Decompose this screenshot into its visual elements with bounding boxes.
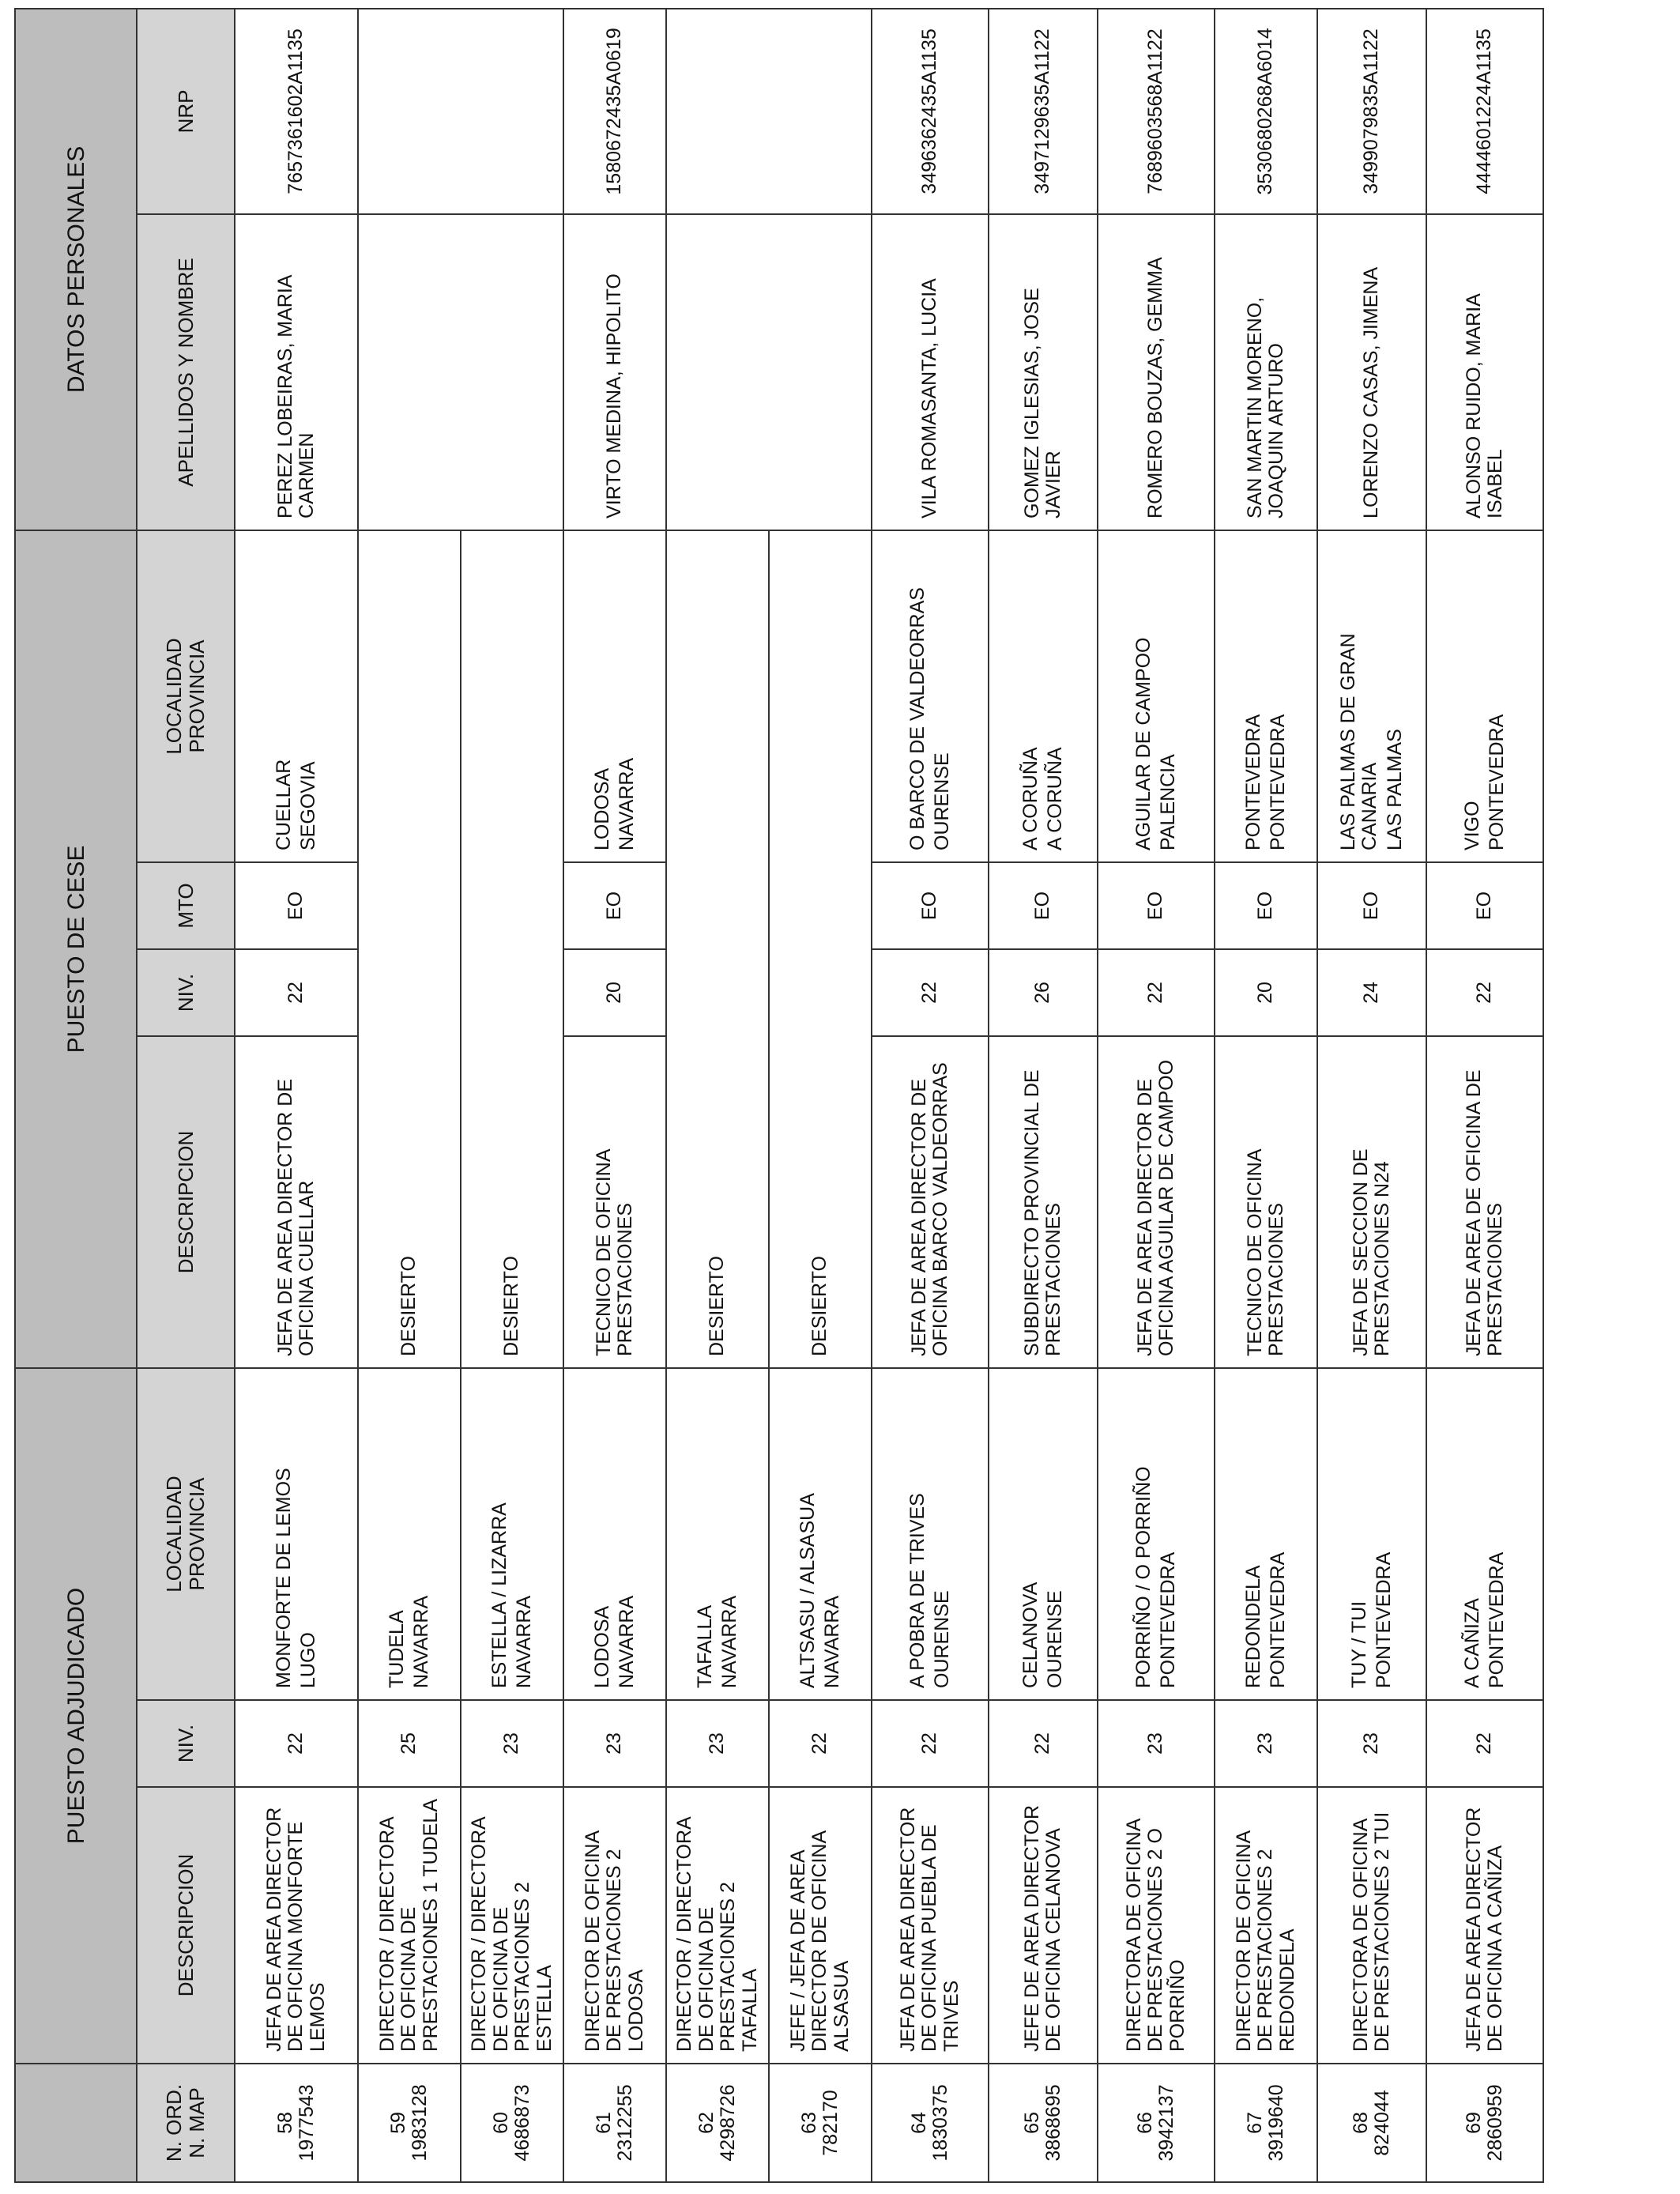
adj-provincia: NAVARRA — [513, 1595, 535, 1688]
adj-localidad: A POBRA DE TRIVES — [906, 1493, 929, 1688]
cese-loc-cell — [989, 530, 1098, 862]
cese-localidad: PONTEVEDRA — [1241, 714, 1264, 850]
cese-localidad: A CORUÑA — [1019, 747, 1042, 850]
cese-provincia: PALENCIA — [1157, 754, 1179, 850]
adj-nivel: 23 — [500, 1732, 523, 1755]
adj-provincia: OURENSE — [931, 1590, 953, 1688]
empty-nrp-cell — [769, 9, 872, 214]
nrp-value: 3497129635A1122 — [1031, 28, 1054, 194]
empty-nombre-cell — [461, 214, 563, 530]
adj-loc-cell — [235, 1368, 358, 1700]
n-ord: 58 — [273, 2112, 296, 2134]
adj-nivel: 23 — [1144, 1732, 1167, 1755]
col-cese-mto: MTO — [137, 862, 235, 949]
cese-provincia: OURENSE — [931, 752, 953, 850]
adj-desc-cell — [1215, 1787, 1317, 2064]
adj-loc-cell — [872, 1368, 989, 1700]
adj-descripcion: JEFA DE AREA DIRECTOR DE OFICINA PUEBLA DE TRIVES — [896, 1807, 962, 2052]
apellidos-nombre: ALONSO RUIDO, MARIA ISABEL — [1462, 294, 1506, 518]
n-ord: 66 — [1133, 2112, 1156, 2134]
adj-loc-cell — [461, 1368, 563, 1700]
col-adj-localidad — [137, 1368, 235, 1700]
cese-niv-cell — [235, 949, 358, 1036]
empty-nrp-cell — [358, 9, 461, 214]
cese-nivel: 20 — [1254, 982, 1277, 1004]
cese-descripcion: DESIERTO — [706, 1256, 729, 1356]
cese-nivel: 20 — [603, 982, 626, 1004]
adj-nivel: 22 — [918, 1732, 941, 1755]
adj-localidad: ALTSASU / ALSASUA — [796, 1493, 819, 1688]
col-cese-localidad — [137, 530, 235, 862]
nrp-value: 7689603568A1122 — [1144, 28, 1167, 194]
n-ord: 65 — [1020, 2112, 1043, 2134]
cese-loc-cell — [235, 530, 358, 862]
cese-mto: EO — [918, 891, 941, 921]
cese-mto-cell — [1317, 862, 1426, 949]
adj-niv-cell — [872, 1700, 989, 1787]
cese-provincia: PONTEVEDRA — [1267, 714, 1289, 850]
n-ord: 60 — [489, 2112, 512, 2134]
adj-provincia: NAVARRA — [821, 1595, 843, 1688]
n-map: 3942137 — [1155, 2084, 1177, 2162]
adj-descripcion: JEFA DE AREA DIRECTOR DE OFICINA MONFORTE LEMOS — [262, 1807, 329, 2052]
n-map: 1977543 — [296, 2084, 318, 2162]
n-map: 4686873 — [511, 2084, 533, 2162]
cese-niv-cell — [989, 949, 1098, 1036]
cese-desc-cell — [1426, 1036, 1543, 1368]
cese-provincia: A CORUÑA — [1044, 747, 1066, 850]
table-row — [1098, 9, 1215, 2182]
cese-nivel: 26 — [1031, 982, 1054, 1004]
cese-localidad: AGUILAR DE CAMPOO — [1132, 637, 1155, 850]
adj-localidad: CELANOVA — [1019, 1581, 1042, 1688]
empty-nrp-cell — [666, 9, 769, 214]
adj-descripcion: JEFE DE AREA DIRECTOR DE OFICINA CELANOVA — [1020, 1804, 1064, 2052]
adj-niv-cell — [666, 1700, 769, 1787]
adj-descripcion: JEFE / JEFA DE AREA DIRECTOR DE OFICINA ALSASUA — [786, 1831, 853, 2052]
cese-niv-cell — [872, 949, 989, 1036]
table-row — [1215, 9, 1317, 2182]
adj-desc-cell — [1426, 1787, 1543, 2064]
col-nmap: N. MAP — [185, 2087, 209, 2158]
cese-loc-cell — [1426, 530, 1543, 862]
cese-mto: EO — [1144, 891, 1167, 921]
cese-mto-cell — [1426, 862, 1543, 949]
cese-desc-cell — [872, 1036, 989, 1368]
adj-provincia: OURENSE — [1044, 1590, 1066, 1688]
adj-descripcion: DIRECTOR / DIRECTORA DE OFICINA DE PRESTACIONES 2 ESTELLA — [468, 1817, 556, 2052]
col-cese-provincia-label: PROVINCIA — [185, 639, 209, 753]
n-ord: 68 — [1349, 2112, 1372, 2134]
adj-niv-cell — [769, 1700, 872, 1787]
ord-map-cell — [1426, 2064, 1543, 2182]
ord-map-cell — [461, 2064, 563, 2182]
cese-descripcion: JEFA DE AREA DIRECTOR DE OFICINA CUELLAR — [273, 1078, 318, 1356]
table-row — [666, 9, 769, 2182]
cese-provincia: SEGOVIA — [297, 761, 319, 850]
cese-niv-cell — [1098, 949, 1215, 1036]
adj-desc-cell — [461, 1787, 563, 2064]
cese-nivel: 22 — [1144, 982, 1167, 1004]
apellidos-nombre: PEREZ LOBEIRAS, MARIA CARMEN — [273, 275, 318, 518]
cese-mto-cell — [989, 862, 1098, 949]
cese-mto-cell — [1098, 862, 1215, 949]
adj-localidad: A CAÑIZA — [1460, 1598, 1483, 1688]
nrp-cell — [1426, 9, 1543, 214]
group-puesto-adjudicado: PUESTO ADJUDICADO — [15, 1368, 137, 2064]
cese-mto: EO — [1473, 891, 1496, 921]
cese-loc-cell — [1317, 530, 1426, 862]
adj-localidad: TUY / TUI — [1347, 1600, 1370, 1688]
cese-provincia: NAVARRA — [616, 757, 638, 850]
cese-desierto-cell — [358, 530, 461, 1368]
cese-mto: EO — [603, 891, 626, 921]
n-map: 824044 — [1371, 2090, 1393, 2156]
adj-niv-cell — [1317, 1700, 1426, 1787]
n-ord: 62 — [695, 2112, 718, 2134]
col-adj-localidad-label: LOCALIDAD — [162, 1476, 186, 1593]
nrp-value: 3530680268A6014 — [1254, 28, 1277, 195]
adj-provincia: NAVARRA — [616, 1595, 638, 1688]
cese-loc-cell — [1215, 530, 1317, 862]
cese-descripcion: JEFA DE AREA DIRECTOR DE OFICINA AGUILAR DE CAMPOO — [1133, 1059, 1177, 1356]
adj-niv-cell — [1098, 1700, 1215, 1787]
apellidos-nombre: LORENZO CASAS, JIMENA — [1360, 266, 1383, 518]
cese-localidad: LAS PALMAS DE GRAN CANARIA — [1336, 633, 1381, 850]
empty-nombre-cell — [358, 214, 461, 530]
adj-loc-cell — [989, 1368, 1098, 1700]
ord-map-cell — [989, 2064, 1098, 2182]
n-map: 2860959 — [1484, 2084, 1506, 2162]
cese-localidad: O BARCO DE VALDEORRAS — [906, 587, 929, 850]
nrp-cell — [989, 9, 1098, 214]
adj-localidad: ESTELLA / LIZARRA — [488, 1502, 510, 1688]
cese-desc-cell — [1317, 1036, 1426, 1368]
cese-mto-cell — [235, 862, 358, 949]
adj-niv-cell — [235, 1700, 358, 1787]
adj-provincia: NAVARRA — [410, 1595, 432, 1688]
group-header-blank — [15, 2064, 137, 2182]
table-row — [1426, 9, 1543, 2182]
adj-nivel: 23 — [603, 1732, 626, 1755]
cese-localidad: VIGO — [1460, 801, 1483, 850]
nrp-cell — [235, 9, 358, 214]
adj-desc-cell — [358, 1787, 461, 2064]
adj-localidad: REDONDELA — [1241, 1565, 1264, 1688]
adj-desc-cell — [872, 1787, 989, 2064]
cese-desierto-cell — [769, 530, 872, 1368]
n-map: 1830375 — [929, 2084, 951, 2162]
adj-niv-cell — [563, 1700, 666, 1787]
adj-niv-cell — [1426, 1700, 1543, 1787]
adj-provincia: PONTEVEDRA — [1486, 1551, 1508, 1688]
adj-loc-cell — [1317, 1368, 1426, 1700]
apellidos-nombre: GOMEZ IGLESIAS, JOSE JAVIER — [1020, 288, 1064, 518]
cese-descripcion: SUBDIRECTO PROVINCIAL DE PRESTACIONES — [1020, 1069, 1064, 1356]
cese-mto-cell — [1215, 862, 1317, 949]
col-apellidos: APELLIDOS Y NOMBRE — [137, 214, 235, 530]
adj-provincia: NAVARRA — [718, 1595, 740, 1688]
ord-map-cell — [872, 2064, 989, 2182]
cese-descripcion: DESIERTO — [397, 1256, 420, 1356]
nrp-cell — [1317, 9, 1426, 214]
table-row — [872, 9, 989, 2182]
cese-nivel: 22 — [918, 982, 941, 1004]
n-map: 2312255 — [614, 2084, 636, 2162]
ord-map-cell — [666, 2064, 769, 2182]
cese-niv-cell — [1426, 949, 1543, 1036]
adj-desc-cell — [235, 1787, 358, 2064]
cese-descripcion: TECNICO DE OFICINA PRESTACIONES — [1243, 1149, 1287, 1356]
cese-mto: EO — [1254, 891, 1277, 921]
adj-localidad: TAFALLA — [693, 1604, 716, 1688]
nombre-cell — [235, 214, 358, 530]
col-cese-descripcion: DESCRIPCION — [137, 1036, 235, 1368]
cese-localidad: LODOSA — [590, 767, 613, 850]
apellidos-nombre: VILA ROMASANTA, LUCIA — [918, 278, 941, 518]
cese-descripcion: JEFA DE AREA DIRECTOR DE OFICINA BARCO VALDEORRAS — [907, 1062, 951, 1356]
cese-mto-cell — [563, 862, 666, 949]
cese-desc-cell — [563, 1036, 666, 1368]
cese-localidad: CUELLAR — [272, 759, 295, 850]
adj-provincia: PONTEVEDRA — [1373, 1551, 1395, 1688]
empty-nombre-cell — [769, 214, 872, 530]
col-adj-provincia-label: PROVINCIA — [185, 1477, 209, 1591]
adj-desc-cell — [1098, 1787, 1215, 2064]
nrp-value: 4444601224A1135 — [1473, 28, 1496, 194]
adj-nivel: 22 — [284, 1732, 307, 1755]
cese-provincia: PONTEVEDRA — [1486, 714, 1508, 850]
n-map: 3919640 — [1265, 2084, 1287, 2162]
col-adj-niv: NIV. — [137, 1700, 235, 1787]
adj-loc-cell — [666, 1368, 769, 1700]
group-puesto-cese: PUESTO DE CESE — [15, 530, 137, 1368]
col-nord: N. ORD. — [162, 2083, 186, 2162]
cese-mto-cell — [872, 862, 989, 949]
nrp-value: 3496362435A1135 — [918, 28, 941, 194]
cese-niv-cell — [1215, 949, 1317, 1036]
adjudication-table — [14, 8, 1544, 2183]
cese-niv-cell — [1317, 949, 1426, 1036]
adj-nivel: 22 — [1031, 1732, 1054, 1755]
cese-mto: EO — [1360, 891, 1383, 921]
table-row — [769, 9, 872, 2182]
table-body — [235, 9, 1543, 2182]
cese-desc-cell — [235, 1036, 358, 1368]
adj-descripcion: DIRECTOR / DIRECTORA DE OFICINA DE PRESTACIONES 1 TUDELA — [375, 1799, 442, 2052]
ord-map-cell — [563, 2064, 666, 2182]
n-map: 4298726 — [717, 2084, 739, 2162]
nrp-cell — [1098, 9, 1215, 214]
adj-niv-cell — [989, 1700, 1098, 1787]
column-header-row — [137, 9, 235, 2182]
adj-descripcion: DIRECTOR DE OFICINA DE PRESTACIONES 2 REDONDELA — [1232, 1831, 1298, 2052]
cese-mto: EO — [284, 891, 307, 921]
n-map: 1983128 — [409, 2084, 431, 2162]
n-map: 3868695 — [1042, 2084, 1064, 2162]
group-header-row — [15, 9, 137, 2182]
cese-desc-cell — [989, 1036, 1098, 1368]
cese-desc-cell — [1215, 1036, 1317, 1368]
table-row — [358, 9, 461, 2182]
nrp-cell — [563, 9, 666, 214]
adj-descripcion: JEFA DE AREA DIRECTOR DE OFICINA A CAÑIZA — [1462, 1807, 1506, 2052]
cese-desierto-cell — [666, 530, 769, 1368]
adj-desc-cell — [989, 1787, 1098, 2064]
apellidos-nombre: ROMERO BOUZAS, GEMMA — [1144, 257, 1167, 518]
adj-nivel: 23 — [1254, 1732, 1277, 1755]
adj-niv-cell — [1215, 1700, 1317, 1787]
adj-descripcion: DIRECTORA DE OFICINA DE PRESTACIONES 2 TUI — [1349, 1811, 1393, 2052]
cese-descripcion: TECNICO DE OFICINA PRESTACIONES — [592, 1149, 636, 1356]
adj-nivel: 22 — [1473, 1732, 1496, 1755]
cese-descripcion: JEFA DE AREA DE OFICINA DE PRESTACIONES — [1462, 1069, 1506, 1356]
n-ord: 59 — [386, 2112, 409, 2134]
n-ord: 61 — [592, 2112, 615, 2134]
table-row — [989, 9, 1098, 2182]
adj-niv-cell — [358, 1700, 461, 1787]
adj-loc-cell — [1426, 1368, 1543, 1700]
adj-loc-cell — [563, 1368, 666, 1700]
cese-loc-cell — [1098, 530, 1215, 862]
table-row — [461, 9, 563, 2182]
cese-nivel: 22 — [284, 982, 307, 1004]
nombre-cell — [989, 214, 1098, 530]
empty-nrp-cell — [461, 9, 563, 214]
adj-localidad: LODOSA — [590, 1605, 613, 1688]
adj-desc-cell — [1317, 1787, 1426, 2064]
empty-nombre-cell — [666, 214, 769, 530]
adj-descripcion: DIRECTORA DE OFICINA DE PRESTACIONES 2 O PORRIÑO — [1122, 1819, 1188, 2052]
cese-desc-cell — [1098, 1036, 1215, 1368]
table-row — [1317, 9, 1426, 2182]
ord-map-cell — [358, 2064, 461, 2182]
nrp-value: 3499079835A1122 — [1360, 28, 1383, 194]
cese-loc-cell — [872, 530, 989, 862]
adj-descripcion: DIRECTOR / DIRECTORA DE OFICINA DE PRESTACIONES 2 TAFALLA — [673, 1817, 761, 2052]
adj-desc-cell — [666, 1787, 769, 2064]
nombre-cell — [1215, 214, 1317, 530]
adj-loc-cell — [769, 1368, 872, 1700]
ord-map-cell — [1215, 2064, 1317, 2182]
adj-localidad: TUDELA — [385, 1610, 408, 1688]
n-ord: 67 — [1243, 2112, 1266, 2134]
table-row — [235, 9, 358, 2182]
n-ord: 69 — [1462, 2112, 1485, 2134]
table-row — [563, 9, 666, 2182]
col-cese-localidad-label: LOCALIDAD — [162, 638, 186, 755]
cese-desierto-cell — [461, 530, 563, 1368]
cese-mto: EO — [1031, 891, 1054, 921]
adj-loc-cell — [1215, 1368, 1317, 1700]
adj-loc-cell — [1098, 1368, 1215, 1700]
cese-descripcion: JEFA DE SECCION DE PRESTACIONES N24 — [1349, 1148, 1393, 1356]
cese-nivel: 24 — [1360, 982, 1383, 1004]
ord-map-cell — [1317, 2064, 1426, 2182]
col-adj-descripcion: DESCRIPCION — [137, 1787, 235, 2064]
nombre-cell — [1098, 214, 1215, 530]
n-ord: 63 — [797, 2112, 820, 2134]
n-ord: 64 — [907, 2112, 930, 2134]
col-cese-niv: NIV. — [137, 949, 235, 1036]
nombre-cell — [563, 214, 666, 530]
nrp-value: 7657361602A1135 — [284, 28, 307, 194]
adj-nivel: 23 — [706, 1732, 729, 1755]
nombre-cell — [872, 214, 989, 530]
adj-loc-cell — [358, 1368, 461, 1700]
adj-provincia: LUGO — [297, 1632, 319, 1688]
adj-nivel: 23 — [1360, 1732, 1383, 1755]
ord-map-cell — [769, 2064, 872, 2182]
apellidos-nombre: VIRTO MEDINA, HIPOLITO — [603, 273, 626, 518]
adj-nivel: 22 — [808, 1732, 831, 1755]
nombre-cell — [1426, 214, 1543, 530]
adj-provincia: PONTEVEDRA — [1157, 1551, 1179, 1688]
group-datos-personales: DATOS PERSONALES — [15, 9, 137, 530]
adj-provincia: PONTEVEDRA — [1267, 1551, 1289, 1688]
cese-descripcion: DESIERTO — [500, 1256, 523, 1356]
nrp-value: 1580672435A0619 — [603, 28, 626, 195]
adj-localidad: PORRIÑO / O PORRIÑO — [1132, 1466, 1155, 1688]
n-map: 782170 — [819, 2090, 842, 2156]
ord-map-cell — [235, 2064, 358, 2182]
adj-nivel: 25 — [397, 1732, 420, 1755]
adj-desc-cell — [769, 1787, 872, 2064]
nrp-cell — [872, 9, 989, 214]
col-nord-nmap — [137, 2064, 235, 2182]
nombre-cell — [1317, 214, 1426, 530]
ord-map-cell — [1098, 2064, 1215, 2182]
cese-niv-cell — [563, 949, 666, 1036]
adj-desc-cell — [563, 1787, 666, 2064]
col-nrp: NRP — [137, 9, 235, 214]
nrp-cell — [1215, 9, 1317, 214]
adj-niv-cell — [461, 1700, 563, 1787]
adj-localidad: MONFORTE DE LEMOS — [272, 1468, 295, 1688]
adj-descripcion: DIRECTOR DE OFICINA DE PRESTACIONES 2 LODOSA — [581, 1831, 647, 2052]
cese-provincia: LAS PALMAS — [1383, 729, 1406, 850]
apellidos-nombre: SAN MARTIN MORENO, JOAQUIN ARTURO — [1243, 296, 1287, 518]
cese-nivel: 22 — [1473, 982, 1496, 1004]
cese-descripcion: DESIERTO — [808, 1256, 831, 1356]
cese-loc-cell — [563, 530, 666, 862]
